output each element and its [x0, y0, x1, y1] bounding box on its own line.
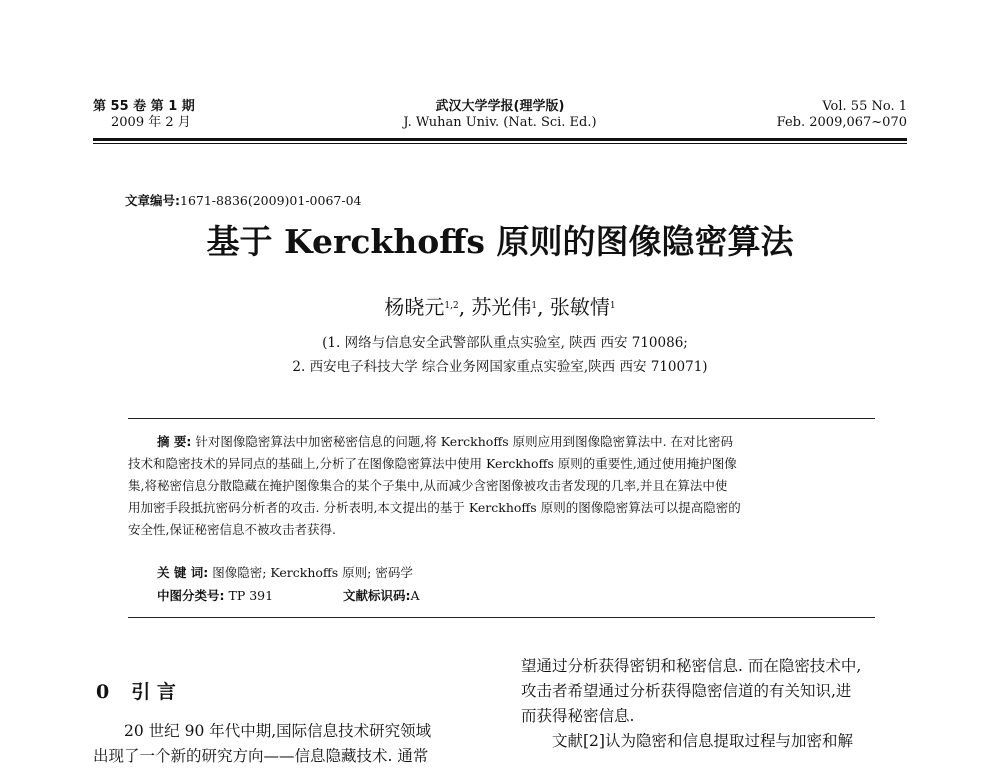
abstract-text: 针对图像隐密算法中加密秘密信息的问题,将 Kerckhoffs 原则应用到图像隐密算法中. 在对比密码 — [195, 434, 734, 449]
abstract-line: 技术和隐密技术的异同点的基础上,分析了在图像隐密算法中使用 Kerckhoffs 原则的重要性,通过使用掩护图像 — [128, 456, 737, 471]
author-affil-mark: 1,2 — [444, 301, 459, 311]
body-line: 出现了一个新的研究方向——信息隐藏技术. 通常 — [93, 747, 429, 765]
author-separator: , — [458, 295, 472, 319]
left-column — [93, 719, 493, 769]
doc-code-label: 文献标识码: — [343, 588, 411, 603]
author-name: 杨晓元 — [384, 295, 445, 319]
abstract-line: 安全性,保证秘密信息不被攻击者获得. — [128, 522, 336, 537]
right-column — [521, 654, 921, 754]
author-affil-mark: 1 — [531, 301, 538, 311]
journal-volume: 第 55 卷 第 1 期 — [93, 99, 195, 114]
abstract-label: 摘 要: — [157, 434, 192, 449]
author-list — [0, 294, 1000, 320]
author-name: 苏光伟 — [471, 295, 532, 319]
classification-value: TP 391 — [228, 588, 274, 603]
affiliation-line: (1. 网络与信息安全武警部队重点实验室, 陕西 西安 710086; — [322, 335, 688, 351]
author-affil-mark: 1 — [609, 301, 616, 311]
section-title: 引 言 — [131, 681, 176, 703]
author-name: 张敏情 — [549, 295, 610, 319]
paper-title: 基于 Kerckhoffs 原则的图像隐密算法 — [206, 222, 794, 261]
section-heading — [96, 680, 176, 704]
classification-label: 中图分类号: — [157, 588, 225, 603]
abstract-rule-bottom — [128, 617, 875, 618]
body-line: 文献[2]认为隐密和信息提取过程与加密和解 — [552, 732, 853, 750]
body-line: 攻击者希望通过分析获得隐密信道的有关知识,进 — [521, 682, 852, 700]
journal-pages: Feb. 2009,067~070 — [776, 115, 907, 130]
keywords — [157, 563, 413, 583]
article-id — [125, 191, 361, 209]
journal-name: 武汉大学学报(理学版) — [435, 99, 565, 114]
section-number: 0 — [96, 681, 110, 703]
keywords-value: 图像隐密; Kerckhoffs 原则; 密码学 — [212, 565, 413, 580]
keywords-label: 关 键 词: — [157, 565, 209, 580]
author-separator: , — [537, 295, 550, 319]
article-id-value: 1671-8836(2009)01-0067-04 — [180, 193, 362, 208]
body-line: 而获得秘密信息. — [521, 707, 635, 725]
doc-code-value: A — [410, 588, 420, 603]
journal-date: 2009 年 2 月 — [111, 115, 191, 130]
header-rule-thin — [93, 143, 907, 144]
abstract-line: 集,将秘密信息分散隐藏在掩护图像集合的某个子集中,从而减少含密图像被攻击者发现的几率,并且在算法中使 — [128, 478, 728, 493]
article-id-label: 文章编号: — [125, 193, 180, 208]
abstract-rule-top — [128, 418, 875, 419]
journal-vol-en: Vol. 55 No. 1 — [822, 99, 907, 114]
header-center — [370, 99, 630, 131]
affiliations — [0, 331, 1000, 379]
body-line: 20 世纪 90 年代中期,国际信息技术研究领域 — [124, 722, 432, 740]
header-right — [777, 99, 907, 131]
doc-code — [343, 586, 420, 606]
header-left — [93, 99, 195, 131]
abstract-line — [128, 431, 875, 453]
abstract-line: 用加密手段抵抗密码分析者的攻击. 分析表明,本文提出的基于 Kerckhoffs 原则的图像隐密算法可以提高隐密的 — [128, 500, 741, 515]
header-rule-thick — [93, 138, 907, 141]
affiliation-line: 2. 西安电子科技大学 综合业务网国家重点实验室,陕西 西安 710071) — [292, 359, 708, 375]
abstract — [128, 431, 875, 541]
journal-name-en: J. Wuhan Univ. (Nat. Sci. Ed.) — [403, 115, 597, 130]
classification — [157, 586, 273, 606]
body-line: 望通过分析获得密钥和秘密信息. 而在隐密技术中, — [521, 657, 862, 675]
